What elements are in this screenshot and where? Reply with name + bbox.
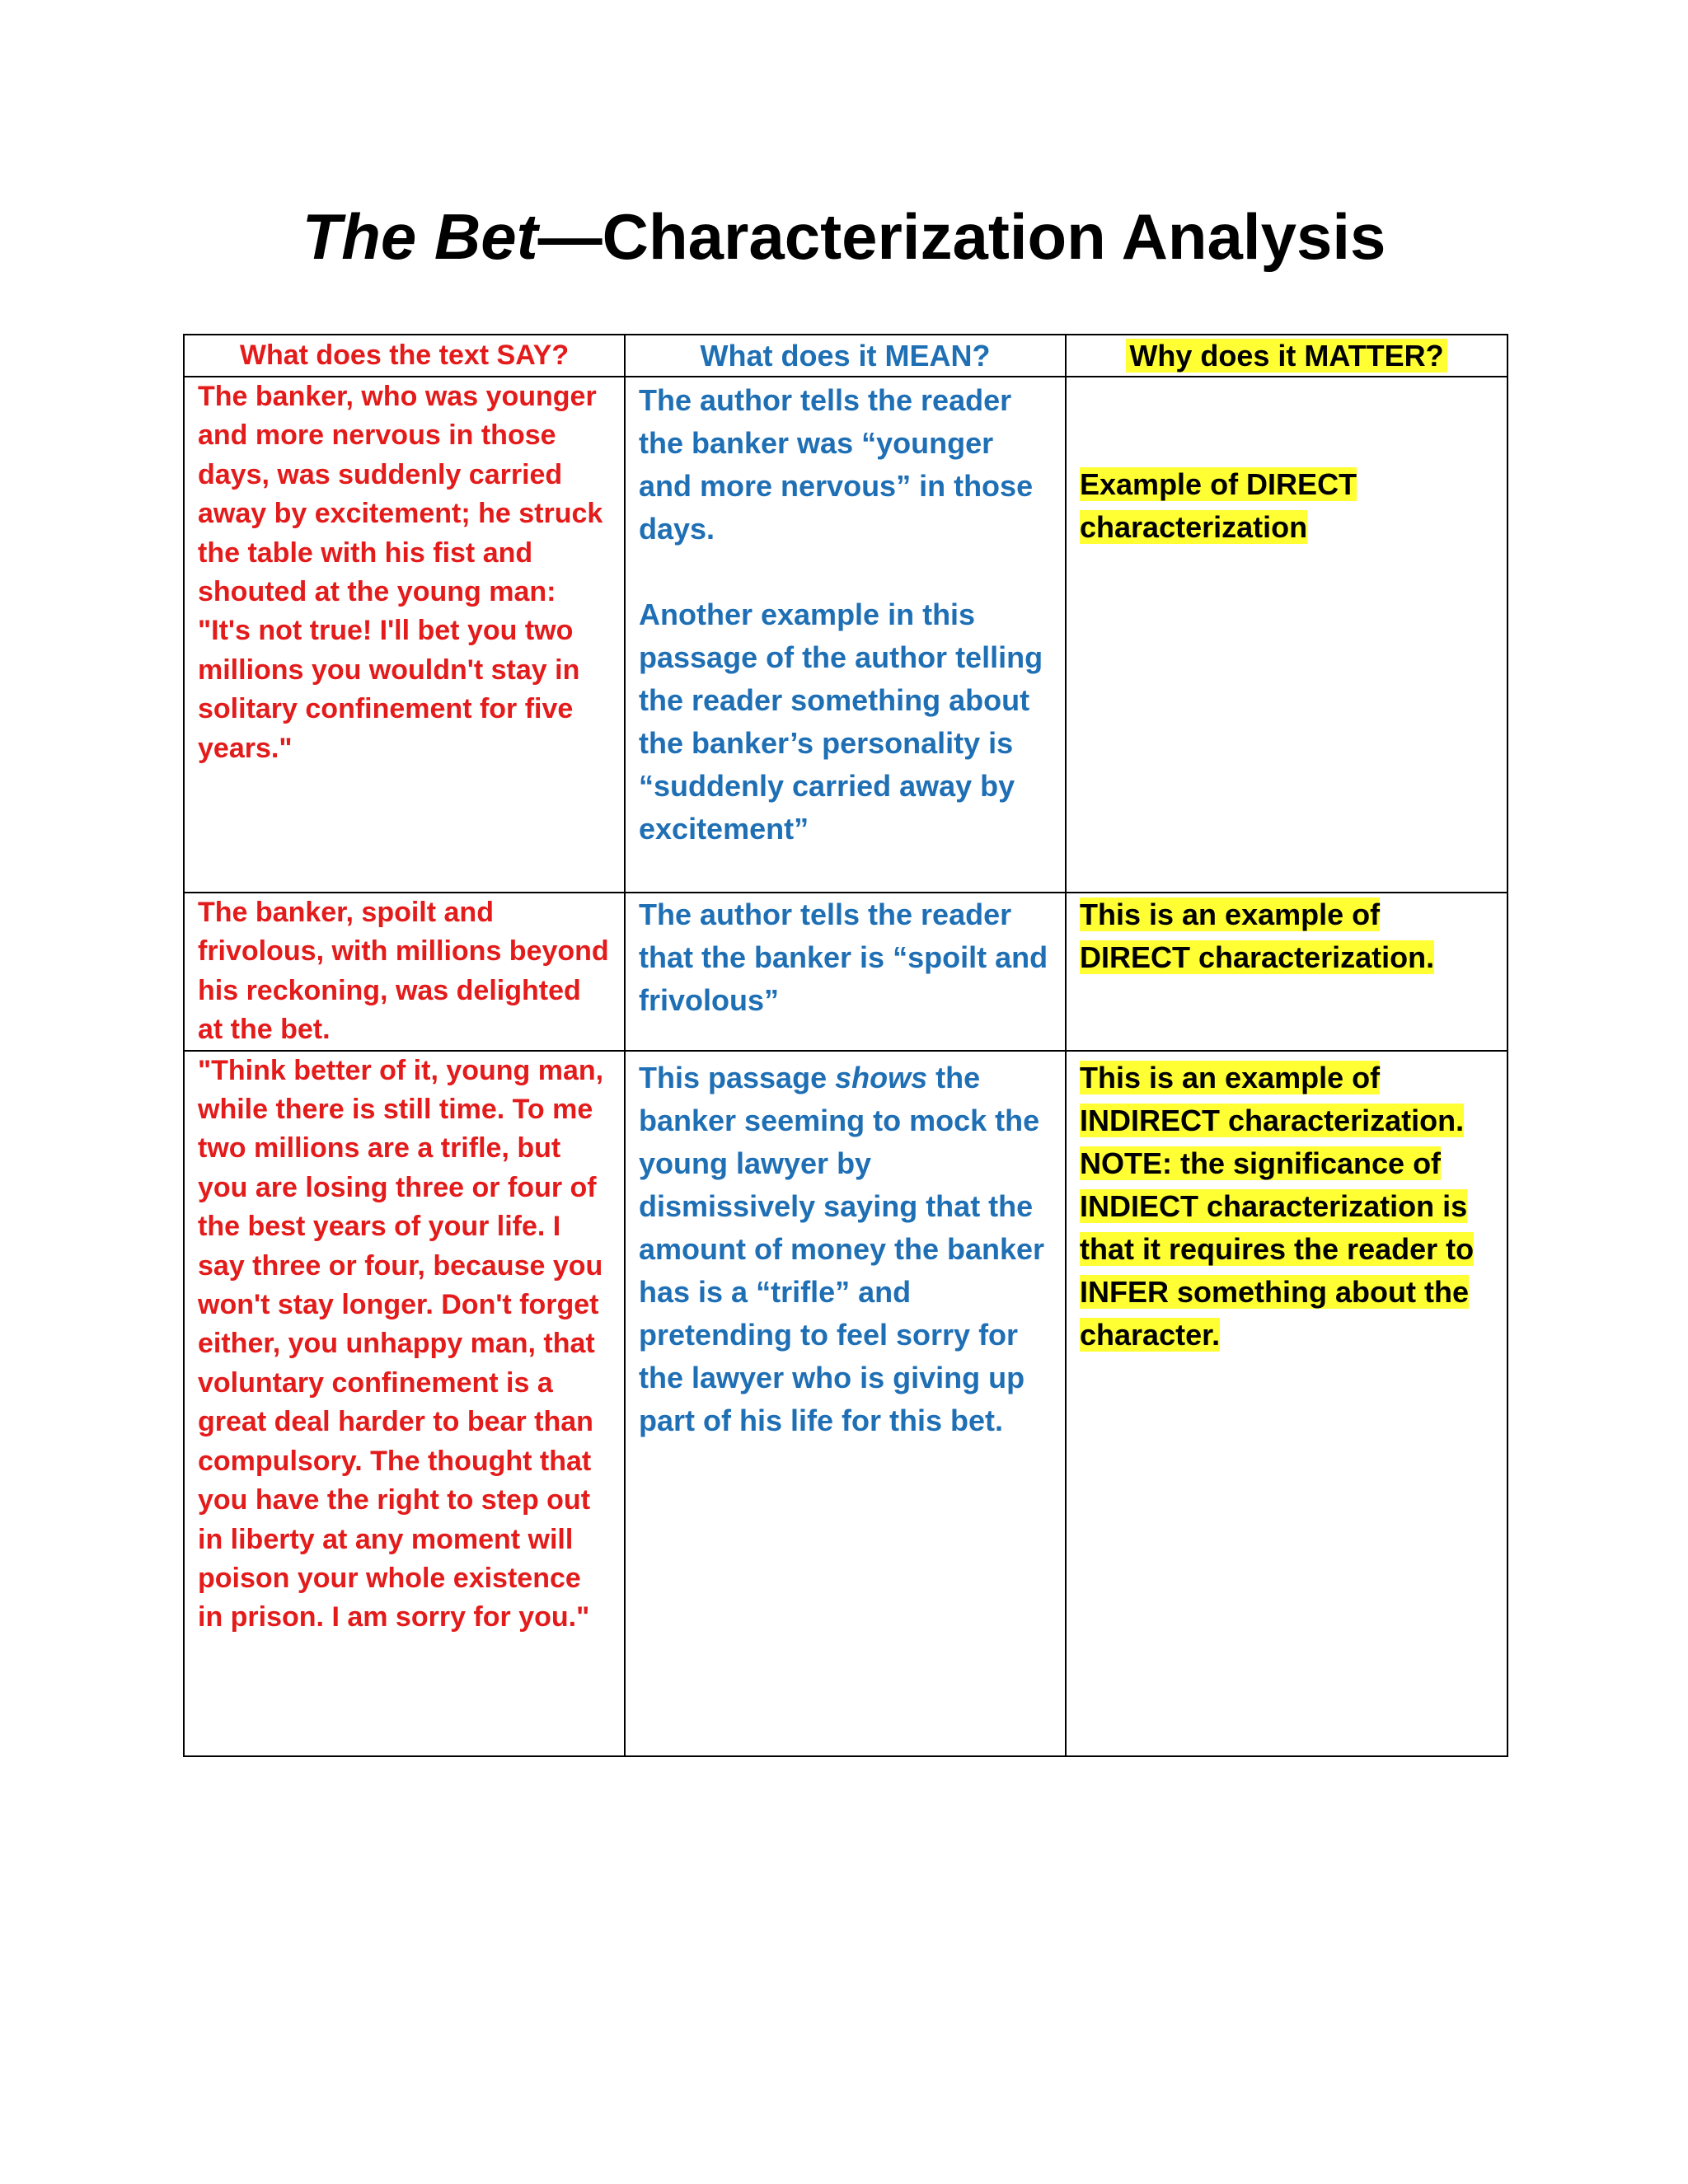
header-mean: What does it MEAN? [625,335,1066,377]
table-row [184,1051,1507,1756]
matter-text: This is an example of INDIRECT characterization. NOTE: the significance of INDIECT characterization is that it requires the reader to INFER something about the character. [1080,1060,1475,1352]
header-row [184,335,1507,377]
mean-cell [625,377,1066,893]
mean-paragraph: Another example in this passage of the author telling the reader something about the banker’s personality is “suddenly carried away by excitement” [639,598,1043,846]
title-italic: The Bet [302,200,538,273]
table-row [184,893,1507,1051]
header-matter-label: Why does it MATTER? [1126,339,1447,373]
mean-text-post: the banker seeming to mock the young lawyer by dismissively saying that the amount of money the banker has is a “trifle” and pretending to feel sorry for the lawyer who is giving up part of his life for this bet. [639,1060,1045,1437]
matter-cell [1066,377,1507,893]
matter-cell [1066,1051,1507,1756]
mean-cell [625,1051,1066,1756]
mean-cell: The author tells the reader that the banker is “spoilt and frivolous” [625,893,1066,1051]
mean-emphasis: shows [835,1060,928,1094]
say-cell: The banker, who was younger and more nervous in those days, was suddenly carried away by excitement; he struck the table with his fist and shouted at the young man: "It's not true! I'll bet you two millions you wouldn't stay in solitary confinement for five years." [184,377,625,893]
page-title [0,200,1688,273]
table-row [184,377,1507,893]
analysis-table [183,334,1508,1757]
say-cell: The banker, spoilt and frivolous, with millions beyond his reckoning, was delighted at the bet. [184,893,625,1051]
matter-text: This is an example of DIRECT characterization. [1080,898,1435,974]
header-say: What does the text SAY? [184,335,625,377]
mean-text-pre: This passage [639,1060,836,1094]
matter-cell [1066,893,1507,1051]
mean-paragraph: The author tells the reader the banker was “younger and more nervous” in those days. [639,383,1034,546]
say-cell: "Think better of it, young man, while there is still time. To me two millions are a trifle, but you are losing three or four of the best years of your life. I say three or four, because you won't stay longer. Don't forget either, you unhappy man, that voluntary confinement is a great deal harder to bear than compulsory. The thought that you have the right to step out in liberty at any moment will poison your whole existence in prison. I am sorry for you." [184,1051,625,1756]
header-matter [1066,335,1507,377]
matter-text: Example of DIRECT characterization [1080,467,1357,544]
title-rest: —Characterization Analysis [537,200,1386,273]
